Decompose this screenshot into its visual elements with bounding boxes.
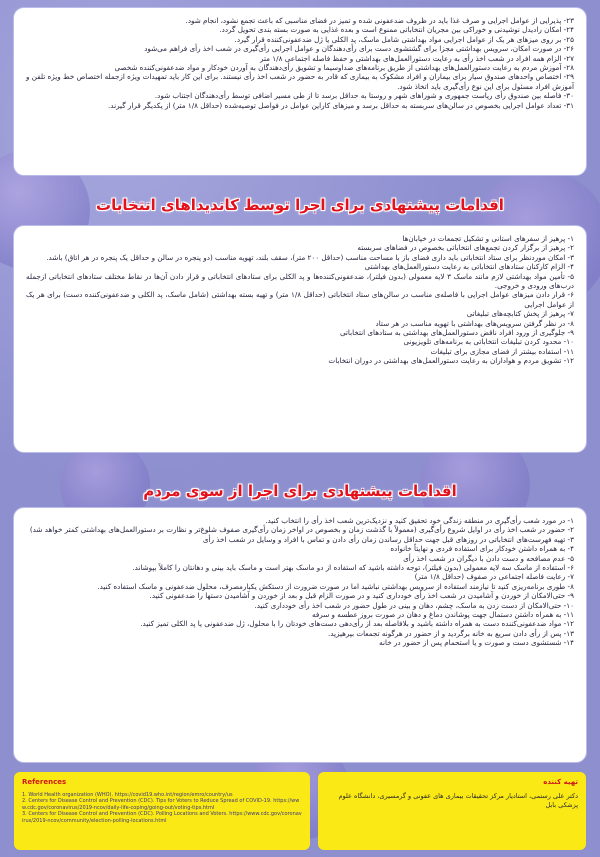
list-item: ۵- تأمین مواد بهداشتی لازم مانند ماسک ۳ لایه معمولی (بدون فیلتر)، ضدعفونی‌کننده‌ها و پد الکلی برای ستادهای انتخاباتی و قرار دادن آن‌ها در نقاط مختلف ستادهای انتخاباتی ازجمله درب‌های ورودی و خروجی. [26,271,574,291]
top-list [26,16,574,110]
list-item: ۱۰- حتی‌الامکان از دست زدن به ماسک، چشم، دهان و بینی در طول حضور در شعب اخذ رأی خودداری کنید. [254,600,574,610]
list-item: ۸- طوری برنامه‌ریزی کنید تا نیازمند استفاده از سرویس بهداشتی نباشید اما در صورت ضرورت از دستکش یکبارمصرف، محلول ضدعفونی و ماسک استفاده کنید. [97,581,574,591]
candidates-section-heading: اقدامات پیشنهادی برای اجرا توسط کاندیداهای انتخابات [96,196,504,214]
list-item: ۱۳- پس از رأی دادن سریع به خانه برگردید و از حضور در هرگونه تجمعات بپرهیزید. [327,628,574,638]
list-item: ۵- عدم مصافحه و دست دادن با دیگران در شعب اخذ رأی [403,553,574,563]
list-item: ۲- پرهیز از برگزار کردن تجمع‌های انتخاباتی بخصوص در فضاهای سربسته [357,243,574,253]
list-item: ۱- در مورد شعب رأی‌گیری در منطقه زندگی خود تحقیق کنید و نزدیک‌ترین شعب اخذ رأی را انتخاب کنید. [265,516,574,525]
list-item: ۱۴- شستشوی دست و صورت و یا استحمام پس از حضور در خانه [379,638,574,648]
list-item: ۱۰- محدود کردن تبلیغات انتخاباتی به برنامه‌های تلویزیونی [403,337,574,347]
prepared-by-title: تهیه کننده [543,778,578,786]
list-item: ۸- در نظر گرفتن سرویس‌های بهداشتی با تهویه مناسب در هر ستاد [375,318,574,328]
list-item: ۱۱- استفاده بیشتر از فضای مجازی برای تبلیغات [430,346,574,356]
list-item: ۳۱- تعداد عوامل اجرایی بخصوص در سالن‌های سربسته به حداقل برسد و میزهای کاراین عوامل در فواصل توصیه‌شده (حداقل ۱/۸ متر) از یکدیگر قرار گیرند. [108,100,574,110]
public-panel [14,508,586,762]
list-item: ۱۲- تشویق مردم و هواداران به رعایت دستورالعمل‌های بهداشتی در دوران انتخابات [328,356,574,366]
list-item: ۱۲- مواد ضدعفونی‌کننده دست به همراه داشته باشید و بلافاصله بعد از رأی‌دهی دست‌های خودتان را با محلول، ژل ضدعفونی یا پد الکلی تمیز کنید. [140,619,574,629]
list-item: ۲۳- پذیرایی از عوامل اجرایی و صرف غذا باید در ظروف ضدعفونی شده و تمیز در فضای مناسبی که باعث تجمع نشود، انجام شود. [185,16,574,25]
candidates-list [26,234,574,366]
list-item: ۶- قرار دادن میزهای عوامل اجرایی با فاصله‌ی مناسب در سالن‌های ستاد انتخاباتی (حداقل ۱/۸ متر) و تهیه بسته بهداشتی (شامل ماسک، پد الکلی و ضدعفونی‌کننده دست) برای هر یک از عوامل اجرایی [26,290,574,309]
public-section-heading: اقدامات پیشنهادی برای اجرا از سوی مردم [143,482,457,500]
list-item: ۹- جلوگیری از ورود افراد ناقض دستورالعمل‌های بهداشتی به ستادهای انتخاباتی [339,328,574,338]
references-box [14,772,310,850]
top-recommendations-panel [14,8,586,175]
list-item: ۲۷- الزام همه افراد در شعب اخذ رأی به رعایت دستورالعمل‌های بهداشتی و حفظ فاصله اجتماعی ۱/۸ متر [260,53,574,63]
reference-item: 2. Centers for Disease Control and Prevention (CDC). Tips for Voters to Reduce Spread of COVID-19. https://www.cdc.gov/coronavirus/2019-ncov/daily-life-coping/going-out/voting-tips.html [22,798,300,811]
list-item: ۴- الزام کارکنان ستادهای انتخاباتی به رعایت دستورالعمل‌های بهداشتی [364,262,574,272]
candidates-panel [14,226,586,452]
list-item: ۴- به همراه داشتن خودکار برای استفاده فردی و نهایتاً خانواده [390,544,574,554]
list-item: ۲۹- اختصاص واحدهای صندوق سیار برای بیماران و افراد مشکوک به بیماری که قادر به حضور در شعب اخذ رأی نیستند. برای این کار باید تمهیدات ویژه ازجمله اختصاص خط ویژه تلفن و آموزش افراد مسئول برای این نوع رأی‌گیری باید اتخاذ شود. [26,72,574,91]
prepared-by-box [318,772,586,850]
list-item: ۲۸- آموزش مردم به رعایت دستورالعمل‌های بهداشتی از طریق برنامه‌های صداوسیما و تشویق رأی‌دهندگان به آوردن خودکار و مواد ضدعفونی‌کننده شخصی [114,63,574,73]
list-item: ۲۶- در صورت امکان، سرویس بهداشتی مجزا برای گشتشوی دست برای رأی‌دهندگان و عوامل اجرایی رأی‌گیری در شعب اخذ رأی فراهم می‌شود [144,44,574,54]
list-item: ۲۴- امکان رادیدل نوشیدنی و خوراکی بین مجریان انتخاباتی ممنوع است و بعده غذایی به صورت بسته بندی تحویل گردد. [219,25,574,35]
list-item: ۳- تهیه فهرست‌های انتخاباتی در روزهای قبل جهت حداقل رساندن زمان رأی دادن و تماس با افراد و وسایل در شعب اخذ رأی [202,534,574,544]
list-item: ۷- پرهیز از پخش کتابچه‌های تبلیغاتی [466,309,574,319]
list-item: ۱- پرهیز از سفرهای استانی و تشکیل تجمعات در خیابان‌ها [402,234,574,243]
list-item: ۲۵- بر روی میزهای هر یک از عوامل اجرایی مواد بهداشتی شامل ماسک، پد الکلی یا ژل ضدعفونی‌کننده قرار گیرد. [234,34,574,44]
references-title: References [22,778,67,786]
list-item: ۳- امکان موردنظر برای ستاد انتخاباتی باید داری فضای باز با مساحت مناسب (حداقل ۲۰۰ متر)، سقف بلند، تهویه مناسب (دو پنجره در سالن و حداقل یک پنجره در هر اتاق) باشد. [46,252,574,262]
reference-item: 1. World Health organization (WHO). https://covid19.who.int/region/emro/country/us [22,792,233,798]
list-item: ۱۱- به همراه داشتن دستمال جهت پوشاندن دماغ و دهان در صورت بروز عطسه و سرفه [311,610,574,620]
list-item: ۶- استفاده از ماسک سه لایه معمولی (بدون فیلتر)، توجه داشته باشید که استفاده از دو ماسک بهتر است و ماسک باید بینی و دهانتان را کاملاً بپوشاند. [132,563,574,573]
public-list [26,516,574,648]
list-item: ۷- رعایت فاصله اجتماعی در صفوف (حداقل ۱/۸ متر) [414,572,574,582]
prepared-by-text: دکتر علی رستمی، استادیار مرکز تحقیقات بیماری های عفونی و گرمسیری، دانشگاه علوم پزشکی بابل [338,792,578,809]
reference-item: 3. Centers for Disease Control and Prevention (CDC). Polling Locations and Voters. https://www.cdc.gov/coronavirus/2019-ncov/community/election-polling-locations.html [22,811,302,824]
list-item: ۳۰- فاصله بین صندوق رأی ریاست جمهوری و شوراهای شهر و روستا به حداقل برسد تا از طی مسیر اضافی توسط رأی‌دهندگان اجتناب شود. [154,91,574,101]
list-item: ۹- حتی‌الامکان از خوردن و آشامیدن در شعب اخذ رأی خودداری کنید و در صورت الزام قبل و بعد از خوردن و آشامیدن دستها را ضدعفونی کنید. [149,591,574,601]
list-item: ۲- حضور در شعب اخذ رأی در اوایل شروع رأی‌گیری (معمولاً با گذشت زمان و بخصوص در اواخر زمان رأی‌گیری صفوف شلوغ‌تر و نظارت بر دستورالعمل‌های بهداشتی کمتر خواهد شد) [29,525,574,535]
